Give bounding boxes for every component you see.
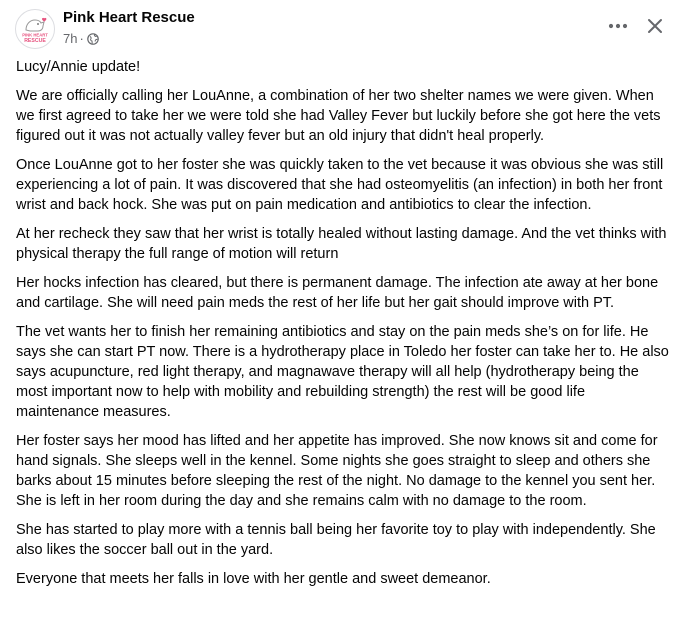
meta-separator: · [79, 31, 84, 46]
post-paragraph: At her recheck they saw that her wrist is totally healed without lasting damage. And the vet thinks with physical therapy the full range of motion will return [16, 226, 667, 262]
post-paragraph: Once LouAnne got to her foster she was quickly taken to the vet because it was obvious she was still experiencing a lot of pain. It was discovered that she had osteomyelitis (an infection) in both her front wrist and back hock. She was put on pain medication and antibiotics to clear the infection. [16, 157, 664, 213]
close-button[interactable] [640, 11, 670, 41]
more-horizontal-icon [608, 23, 628, 29]
svg-text:RESCUE: RESCUE [24, 38, 46, 44]
close-icon [647, 18, 663, 34]
globe-icon[interactable] [87, 33, 99, 45]
post-meta [63, 31, 99, 46]
post-time[interactable]: 7h [63, 31, 78, 46]
page-avatar[interactable] [15, 9, 55, 49]
more-options-button[interactable] [603, 11, 633, 41]
post-paragraph: We are officially calling her LouAnne, a combination of her two shelter names we were given. When we first agreed to take her we were told she had Valley Fever but luckily before she got here the vets figured out it was not actually valley fever but an old injury that didn't heal properly. [16, 88, 661, 144]
svg-text:PINK HEART: PINK HEART [22, 32, 48, 38]
post-paragraph: Lucy/Annie update! [16, 59, 141, 75]
post-body [16, 57, 672, 598]
post-header [0, 0, 685, 56]
post-paragraph: Her foster says her mood has lifted and her appetite has improved. She now knows sit and come for hand signals. She sleeps well in the kennel. Some nights she goes straight to sleep and others she barks about 15 minutes before sleeping the rest of the night. No damage to the kennel you sent her. She is left in her room during the day and she remains calm with no damage to the room. [16, 433, 658, 509]
post-paragraph: She has started to play more with a tennis ball being her favorite toy to play with independently. She also likes the soccer ball out in the yard. [16, 522, 656, 558]
post-paragraph: Everyone that meets her falls in love with her gentle and sweet demeanor. [16, 571, 491, 587]
post-paragraph: The vet wants her to finish her remaining antibiotics and stay on the pain meds she’s on for life. He says she can start PT now. There is a hydrotherapy place in Toledo her foster can take her to. He also says acupuncture, red light therapy, and magnawave therapy will all help (hydrotherapy being the most important now to help with mobility and rebuilding strength) the rest will be good life maintenance measures. [16, 324, 669, 420]
page-name[interactable]: Pink Heart Rescue [63, 9, 195, 26]
rescue-logo-icon [16, 10, 54, 48]
post-paragraph: Her hocks infection has cleared, but there is permanent damage. The infection ate away at her bone and cartilage. She will need pain meds the rest of her life but her gait should improve with PT. [16, 275, 659, 311]
